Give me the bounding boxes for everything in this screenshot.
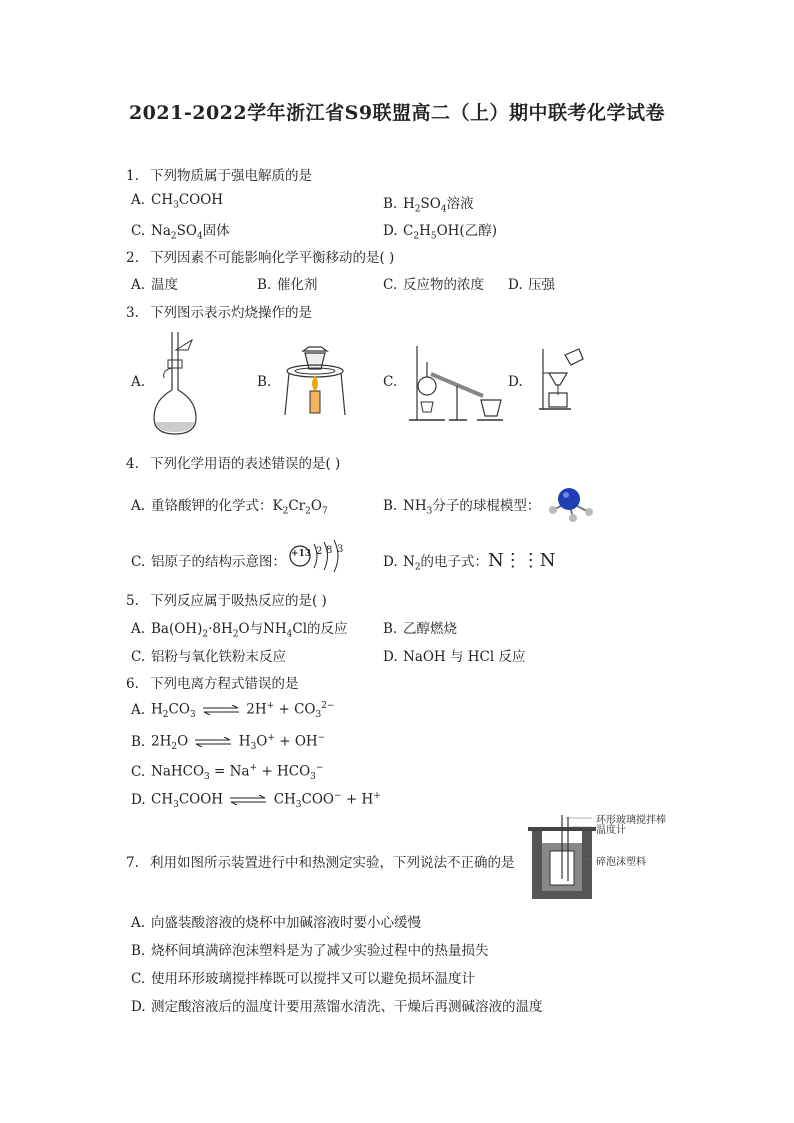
q7-option-b[interactable]: B. 烧杯间填满碎泡沫塑料是为了减少实验过程中的热量损失 [131,943,489,959]
q3-option-d[interactable]: D. [508,374,523,390]
q3-option-b[interactable]: B. [257,374,272,390]
q6-option-d[interactable]: D. $CH_3COOH$ $CH_3COO^- + H^+$ [131,791,381,811]
ammonia-ball-stick-model [545,482,603,524]
filtration-figure [535,345,587,413]
aluminum-atom-structure [286,540,346,576]
calorimeter-figure [528,815,688,901]
stirrer-label: 环形玻璃搅拌棒 [596,815,666,826]
q1-option-c[interactable]: C. $Na_2SO_4$固体 [131,223,230,242]
shell-3-electrons: 3 [337,544,344,555]
question-1: 1. 下列物质属于强电解质的是 [126,168,312,184]
q5-option-a[interactable]: A. $Ba(OH)_2\cdot 8H_2O$与$NH_4Cl$的反应 [131,621,348,640]
shell-2-electrons: 8 [326,545,333,556]
question-4: 4. 下列化学用语的表述错误的是( ) [126,456,341,472]
page-title: 2021-2022学年浙江省S9联盟高二（上）期中联考化学试卷 [128,102,666,124]
q7-option-c[interactable]: C. 使用环形玻璃搅拌棒既可以搅拌又可以避免损坏温度计 [131,971,475,987]
q6-option-c[interactable]: C. NaHCO$_3$ = $Na^+ + HCO_3^-$ [131,763,324,783]
q4-option-a[interactable]: A. 重铬酸钾的化学式：$K_2Cr_2O_7$ [131,498,328,517]
question-5: 5. 下列反应属于吸热反应的是( ) [126,593,327,609]
question-6: 6. 下列电离方程式错误的是 [126,676,299,692]
n2-electron-formula: N⋮⋮N [488,550,556,571]
q2-option-a[interactable]: A. 温度 [131,277,178,293]
distillation-figure [405,342,505,422]
q4-option-b[interactable]: B. $NH_3$分子的球棍模型： [383,498,541,517]
volumetric-flask-figure [150,330,200,438]
q1-option-a[interactable]: A. $CH_3COOH$ [131,192,224,211]
q4-option-c[interactable]: C. 铝原子的结构示意图： [131,554,286,570]
q5-option-c[interactable]: C. 铝粉与氧化铁粉末反应 [131,649,286,665]
q4-option-d[interactable]: D. $N_2$的电子式：N⋮⋮N [383,550,556,573]
crucible-heating-figure [275,345,355,417]
q2-option-b[interactable]: B. 催化剂 [257,277,318,293]
q1-option-d[interactable]: D. $C_2H_5OH$(乙醇) [383,223,497,242]
thermometer-label: 温度计 [596,825,626,836]
shell-1-electrons: 2 [316,546,323,557]
q7-option-a[interactable]: A. 向盛装酸溶液的烧杯中加碱溶液时要小心缓慢 [131,915,421,931]
q2-option-c[interactable]: C. 反应物的浓度 [383,277,484,293]
q3-option-a[interactable]: A. [131,374,146,390]
question-7: 7. 利用如图所示装置进行中和热测定实验，下列说法不正确的是 [126,855,515,871]
q5-option-d[interactable]: D. NaOH 与 HCl 反应 [383,649,526,665]
q1-option-b[interactable]: B. $H_2SO_4$溶液 [383,196,474,215]
q6-option-b[interactable]: B. $2H_2O$ $H_3O^+ + OH^-$ [131,733,326,753]
q3-option-c[interactable]: C. [383,374,398,390]
equilibrium-arrow-icon [229,795,267,805]
question-2: 2. 下列因素不可能影响化学平衡移动的是( ) [126,250,395,266]
question-3: 3. 下列图示表示灼烧操作的是 [126,305,312,321]
equilibrium-arrow-icon [202,705,240,715]
q7-option-d[interactable]: D. 测定酸溶液后的温度计要用蒸馏水清洗、干燥后再测碱溶液的温度 [131,999,543,1015]
foam-label: 碎泡沫塑料 [596,857,646,868]
q5-option-b[interactable]: B. 乙醇燃烧 [383,621,457,637]
q2-option-d[interactable]: D. 压强 [508,277,555,293]
equilibrium-arrow-icon [194,737,232,747]
atom-nucleus-label: +13 [291,549,312,559]
q6-option-a[interactable]: A. $H_2CO_3$ $2H^+ + CO_3^{2-}$ [131,701,335,721]
